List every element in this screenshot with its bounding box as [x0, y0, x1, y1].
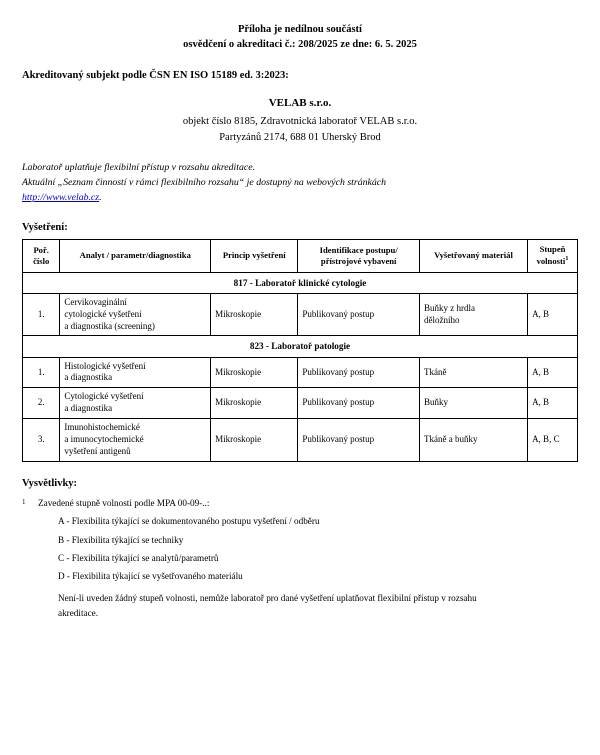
legend-intro-text: Zavedené stupně volnosti podle MPA 00-09-..: — [38, 497, 210, 508]
legend-note — [58, 591, 558, 620]
header-line-2: osvědčení o akreditaci č.: 208/2025 ze dne: 6. 5. 2025 — [183, 39, 417, 51]
column-header-poradove-cislo-line-1: Poř. — [33, 244, 49, 255]
row-analyt-line-1: Cervikovaginální — [64, 296, 127, 307]
column-header-princip-line-1: Princip vyšetření — [222, 250, 286, 261]
flexibility-note — [22, 161, 578, 206]
examinations-table — [22, 239, 578, 462]
organization-block — [22, 95, 578, 145]
table-group-header-817-label: 817 - Laboratoř klinické cytologie — [23, 272, 578, 293]
row-material — [419, 357, 527, 388]
table-header-row — [23, 240, 578, 273]
row-material-line-1: Buňky z hrdla — [423, 302, 475, 313]
flexibility-note-link-suffix: . — [99, 192, 102, 204]
column-header-stupen-text: volnosti — [536, 256, 566, 267]
legend-marker: 1 — [22, 497, 26, 506]
column-header-stupen-line-1: Stupeň — [539, 244, 566, 255]
header-line-1: Příloha je nedílnou součástí — [238, 24, 362, 35]
legend-item-c: C - Flexibilita týkající se analytů/parametrů — [58, 552, 219, 563]
column-header-stupen-volnosti — [528, 240, 578, 273]
column-header-stupen-superscript: 1 — [565, 255, 569, 263]
row-analyt — [60, 357, 211, 388]
row-princip: Mikroskopie — [211, 419, 298, 462]
organization-address-line-1: objekt číslo 8185, Zdravotnická laboratoř VELAB s.r.o. — [182, 115, 418, 127]
column-header-identifikace — [298, 240, 420, 273]
row-princip: Mikroskopie — [211, 293, 298, 336]
row-stupen-volnosti: A, B — [528, 388, 578, 419]
row-analyt-line-1: Histologické vyšetření — [64, 360, 146, 371]
row-identifikace: Publikovaný postup — [298, 357, 420, 388]
row-analyt — [60, 419, 211, 462]
row-material-line-2: děložního — [423, 314, 460, 325]
table-row — [23, 388, 578, 419]
legend-title: Vysvětlivky: — [22, 477, 78, 489]
row-stupen-volnosti: A, B — [528, 293, 578, 336]
row-identifikace: Publikovaný postup — [298, 419, 420, 462]
column-header-poradove-cislo — [23, 240, 60, 273]
column-header-analyt-line-1: Analyt / parametr/diagnostika — [79, 250, 191, 261]
legend-item-b: B - Flexibilita týkající se techniky — [58, 534, 184, 545]
legend-item-a: A - Flexibilita týkající se dokumentovaného postupu vyšetření / odběru — [58, 516, 320, 527]
column-header-material — [419, 240, 527, 273]
legend-note-line-1: Není-li uveden žádný stupeň volnosti, nemůže laboratoř pro dané vyšetření uplatňovat flexibilní přístup v rozsahu — [58, 593, 477, 604]
row-princip: Mikroskopie — [211, 357, 298, 388]
table-group-header-823 — [23, 336, 578, 357]
row-analyt-line-3: vyšetření antigenů — [64, 445, 131, 456]
table-row — [23, 419, 578, 462]
row-analyt — [60, 293, 211, 336]
row-identifikace: Publikovaný postup — [298, 293, 420, 336]
row-analyt — [60, 388, 211, 419]
column-header-identifikace-line-2: přístrojové vybavení — [320, 255, 397, 266]
table-row — [23, 357, 578, 388]
column-header-material-line-1: Vyšetřovaný materiál — [434, 250, 513, 261]
table-group-header-823-label: 823 - Laboratoř patologie — [23, 336, 578, 357]
row-analyt-line-2: a imunocytochemické — [64, 433, 144, 444]
organization-address-line-2: Partyzánů 2174, 688 01 Uherský Brod — [219, 131, 381, 143]
examinations-title: Vyšetření: — [22, 222, 68, 234]
column-header-poradove-cislo-line-2: číslo — [33, 255, 50, 266]
row-stupen-volnosti: A, B, C — [528, 419, 578, 462]
row-analyt-line-2: a diagnostika — [64, 372, 113, 383]
row-material-line-1: Tkáně — [423, 366, 447, 377]
column-header-analyt — [60, 240, 211, 273]
legend-note-line-2: akreditace. — [58, 607, 99, 618]
document-header — [22, 22, 578, 52]
row-stupen-volnosti: A, B — [528, 357, 578, 388]
legend-intro-row — [22, 497, 578, 511]
row-material — [419, 293, 527, 336]
column-header-princip — [211, 240, 298, 273]
row-material — [419, 388, 527, 419]
row-analyt-line-2: a diagnostika — [64, 403, 113, 414]
column-header-stupen-line-2 — [530, 255, 575, 267]
organization-name: VELAB s.r.o. — [268, 97, 332, 110]
row-material — [419, 419, 527, 462]
row-identifikace: Publikovaný postup — [298, 388, 420, 419]
row-analyt-line-2: cytologické vyšetření — [64, 308, 142, 319]
accreditation-subject-label: Akreditovaný subjekt podle ČSN EN ISO 15189 ed. 3:2023: — [22, 70, 289, 82]
table-group-header-817 — [23, 272, 578, 293]
velab-website-link[interactable]: http://www.velab.cz — [22, 192, 100, 204]
row-number: 1. — [23, 293, 60, 336]
flexibility-note-line-1: Laboratoř uplatňuje flexibilní přístup v rozsahu akreditace. — [22, 162, 256, 174]
column-header-identifikace-line-1: Identifikace postupu/ — [319, 244, 398, 255]
row-material-line-1: Tkáně a buňky — [423, 433, 478, 444]
row-princip: Mikroskopie — [211, 388, 298, 419]
row-number: 1. — [23, 357, 60, 388]
row-number: 3. — [23, 419, 60, 462]
row-analyt-line-1: Imunohistochemické — [64, 422, 140, 433]
row-number: 2. — [23, 388, 60, 419]
row-analyt-line-1: Cytologické vyšetření — [64, 391, 144, 402]
legend-item-d: D - Flexibilita týkající se vyšetřovaného materiálu — [58, 571, 243, 582]
flexibility-note-line-2: Aktuální „Seznam činností v rámci flexibilního rozsahu“ je dostupný na webových stránkách — [22, 177, 386, 189]
table-row — [23, 293, 578, 336]
flexibility-note-line-3 — [22, 191, 578, 206]
row-material-line-1: Buňky — [423, 397, 448, 408]
row-analyt-line-3: a diagnostika (screening) — [64, 320, 155, 331]
